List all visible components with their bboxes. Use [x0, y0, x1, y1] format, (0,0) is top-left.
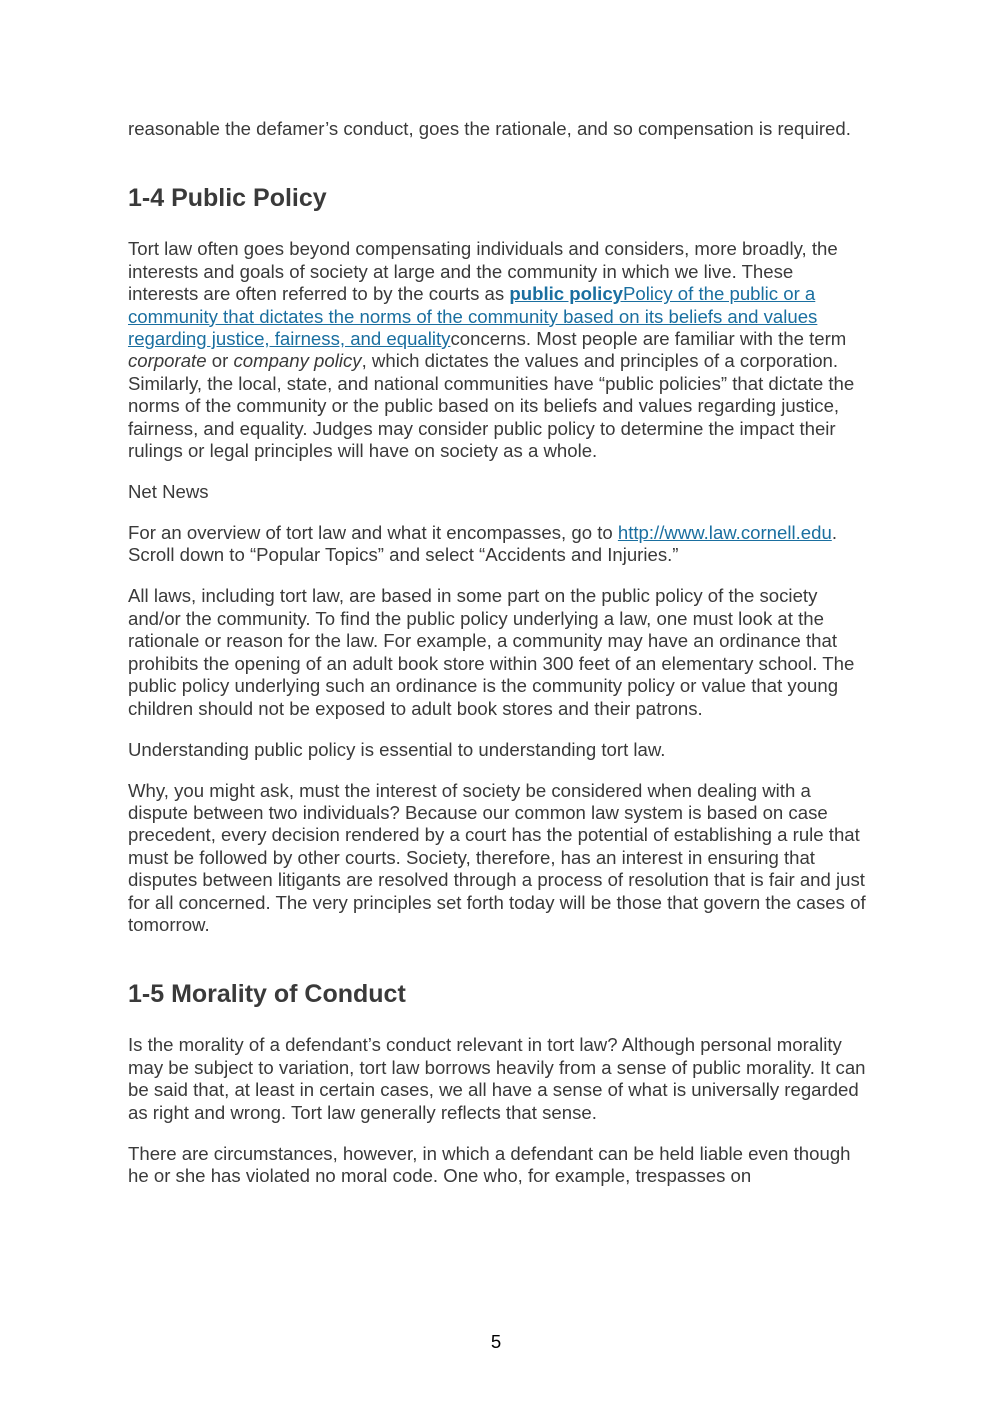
net-news-paragraph — [128, 522, 868, 567]
text-run: For an overview of tort law and what it encompasses, go to — [128, 522, 618, 544]
top-paragraph: reasonable the defamer’s conduct, goes the rationale, and so compensation is required. — [128, 118, 851, 139]
morality-paragraph-2: There are circumstances, however, in which a defendant can be held liable even though he or she has violated no moral code. One who, for example, trespasses on — [128, 1142, 851, 1186]
text-run: Tort law often goes beyond compensating individuals and considers, more broadly, the interests and goals of society at large and the community in which we live. These interests are often referred to by the courts as — [128, 238, 838, 305]
section-heading-public-policy: 1-4 Public Policy — [128, 184, 327, 213]
glossary-definition-link[interactable]: Policy of the public or a community that dictates the norms of the community based on its beliefs and values regarding justice, fairness, and equality — [128, 283, 818, 350]
public-policy-paragraph — [128, 238, 868, 462]
net-news-label: Net News — [128, 481, 209, 503]
text-run: , which dictates the values and principles of a corporation. Similarly, the local, state, and national communities have “public policies” that dictate the norms of the community or the public based on its beliefs and values regarding justice, fairness, and equality. Judges may consider public policy to determine the impact their rulings or legal principles will have on society as a whole. — [128, 350, 855, 462]
glossary-term-link[interactable]: public policy — [509, 283, 624, 305]
emphasis-corporate: corporate — [128, 350, 207, 372]
section-heading-morality: 1-5 Morality of Conduct — [128, 980, 406, 1009]
text-run: . Scroll down to “Popular Topics” and select “Accidents and Injuries.” — [128, 522, 837, 566]
page-number: 5 — [490, 1331, 502, 1352]
text-run: concerns. Most people are familiar with the term — [450, 328, 847, 350]
text-run: or — [206, 350, 234, 372]
morality-paragraph-1: Is the morality of a defendant’s conduct relevant in tort law? Although personal morality may be subject to variation, tort law borrows heavily from a sense of public morality. It can be said that, at least in certain cases, we all have a sense of what is universally regarded as right and wrong. Tort law generally reflects that sense. — [128, 1034, 866, 1123]
laws-paragraph: All laws, including tort law, are based in some part on the public policy of the society and/or the community. To find the public policy underlying a law, one must look at the rationale or reason for the law. For example, a community may have an ordinance that prohibits the opening of an adult book store within 300 feet of an elementary school. The public policy underlying such an ordinance is the community policy or value that young children should not be exposed to adult book stores and their patrons. — [128, 585, 855, 719]
cornell-link[interactable]: http://www.law.cornell.edu — [617, 522, 832, 544]
page-content — [128, 118, 868, 1206]
why-paragraph: Why, you might ask, must the interest of society be considered when dealing with a dispute between two individuals? Because our common law system is based on case precedent, every decision rendered by a court has the potential of establishing a rule that must be followed by other courts. Society, therefore, has an interest in ensuring that disputes between litigants are resolved through a process of resolution that is fair and just for all concerned. The very principles set forth today will be those that govern the cases of tomorrow. — [128, 779, 866, 935]
emphasis-company-policy: company policy — [233, 350, 362, 372]
understanding-paragraph: Understanding public policy is essential to understanding tort law. — [128, 738, 666, 760]
